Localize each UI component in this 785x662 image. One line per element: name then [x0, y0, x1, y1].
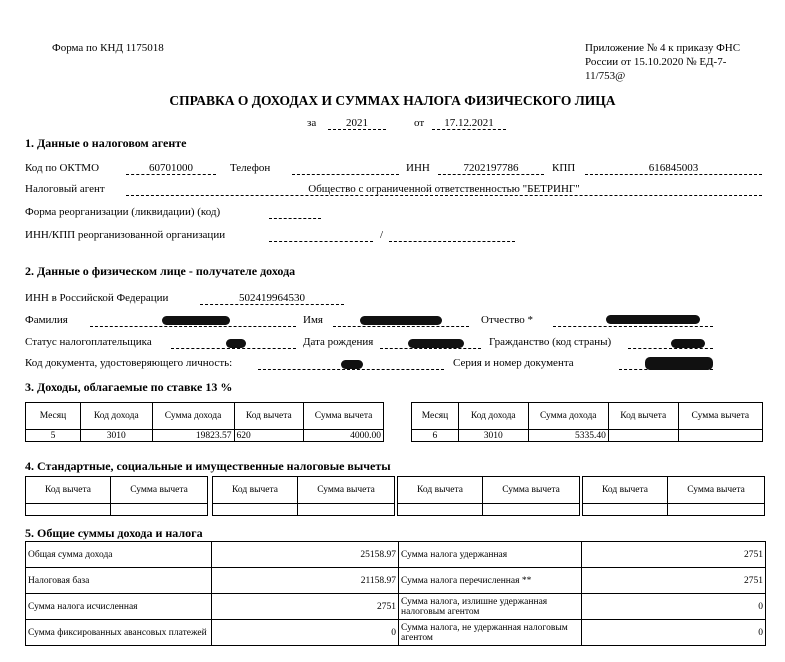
cell-income-sum: 19823.57	[152, 430, 234, 442]
agent-label: Налоговый агент	[25, 183, 105, 195]
totals-table	[25, 541, 766, 646]
tax-not-withheld-value: 0	[582, 620, 766, 646]
cell-month: 6	[412, 430, 459, 442]
table-row	[583, 504, 765, 516]
table-row	[26, 620, 766, 646]
citizenship-label: Гражданство (код страны)	[489, 336, 612, 348]
oktmo-label: Код по ОКТМО	[25, 162, 100, 174]
col-deduction-sum: Сумма вычета	[304, 403, 384, 430]
reorg-inn-value	[269, 229, 373, 242]
table-row	[213, 504, 395, 516]
cell-deduction-code: 620	[234, 430, 304, 442]
tax-calculated-value: 2751	[212, 594, 399, 620]
table-row	[26, 594, 766, 620]
agent-inn-value: 7202197786	[438, 162, 544, 175]
agent-inn-label: ИНН	[406, 162, 430, 174]
form-code: Форма по КНД 1175018	[52, 42, 164, 54]
reorg-slash: /	[380, 229, 384, 241]
status-label: Статус налогоплательщика	[25, 336, 152, 348]
patronymic-redaction	[606, 315, 700, 324]
table-row	[398, 504, 580, 516]
status-redaction	[226, 339, 246, 348]
total-income-label: Общая сумма дохода	[26, 542, 212, 568]
cell-deduction-sum: 4000.00	[304, 430, 384, 442]
table-row	[26, 430, 384, 442]
tax-withheld-label: Сумма налога удержанная	[399, 542, 582, 568]
fixed-advance-value: 0	[212, 620, 399, 646]
section2-title: 2. Данные о физическом лице - получателе дохода	[25, 264, 296, 278]
person-inn-label: ИНН в Российской Федерации	[25, 292, 169, 304]
name-redaction	[360, 316, 442, 325]
phone-value	[292, 162, 399, 175]
cell-income-code: 3010	[80, 430, 152, 442]
tax-withheld-value: 2751	[582, 542, 766, 568]
col-deduction-code: Код вычета	[213, 477, 298, 504]
col-deduction-sum: Сумма вычета	[483, 477, 580, 504]
section4-title: 4. Стандартные, социальные и имущественные налоговые вычеты	[25, 459, 391, 473]
col-deduction-sum: Сумма вычета	[111, 477, 208, 504]
reorg-form-label: Форма реорганизации (ликвидации) (код)	[25, 206, 221, 218]
col-month: Месяц	[412, 403, 459, 430]
cell-income-code: 3010	[458, 430, 528, 442]
table-row	[26, 568, 766, 594]
cell-deduction-sum	[678, 430, 762, 442]
deduction-table-3	[397, 476, 580, 516]
col-deduction-sum: Сумма вычета	[668, 477, 765, 504]
doc-redaction	[341, 360, 363, 369]
col-deduction-code: Код вычета	[608, 403, 678, 430]
tax-transferred-label: Сумма налога перечисленная **	[399, 568, 582, 594]
appendix-line-1: Приложение № 4 к приказу ФНС	[585, 42, 741, 54]
tax-not-withheld-label: Сумма налога, не удержанная налоговым агентом	[399, 620, 582, 646]
col-deduction-sum: Сумма вычета	[298, 477, 395, 504]
phone-label: Телефон	[230, 162, 271, 174]
reorg-inn-label: ИНН/КПП реорганизованной организации	[25, 229, 226, 241]
total-income-value: 25158.97	[212, 542, 399, 568]
period-za-label: за	[307, 117, 317, 129]
col-deduction-code: Код вычета	[583, 477, 668, 504]
income-table-left	[25, 402, 384, 442]
tax-transferred-value: 2751	[582, 568, 766, 594]
deduction-table-2	[212, 476, 395, 516]
doc-label: Код документа, удостоверяющего личность:	[25, 357, 233, 369]
deduction-table-4	[582, 476, 765, 516]
page-title: СПРАВКА О ДОХОДАХ И СУММАХ НАЛОГА ФИЗИЧЕСКОГО ЛИЦА	[169, 93, 616, 108]
col-deduction-code: Код вычета	[26, 477, 111, 504]
series-label: Серия и номер документа	[453, 357, 574, 369]
citizenship-redaction	[671, 339, 705, 348]
col-income-sum: Сумма дохода	[528, 403, 608, 430]
reorg-kpp-value	[389, 229, 515, 242]
birth-label: Дата рождения	[303, 336, 374, 348]
col-income-sum: Сумма дохода	[152, 403, 234, 430]
table-row	[412, 430, 763, 442]
kpp-value: 616845003	[585, 162, 762, 175]
period-year: 2021	[328, 117, 386, 130]
period-date: 17.12.2021	[432, 117, 506, 130]
kpp-label: КПП	[552, 162, 576, 174]
tax-base-value: 21158.97	[212, 568, 399, 594]
section5-title: 5. Общие суммы дохода и налога	[25, 526, 203, 540]
cell-deduction-code	[608, 430, 678, 442]
col-deduction-code: Код вычета	[398, 477, 483, 504]
table-row	[26, 542, 766, 568]
section3-title: 3. Доходы, облагаемые по ставке 13 %	[25, 380, 233, 394]
fixed-advance-label: Сумма фиксированных авансовых платежей	[26, 620, 212, 646]
col-income-code: Код дохода	[458, 403, 528, 430]
surname-label: Фамилия	[25, 314, 68, 326]
surname-redaction	[162, 316, 230, 325]
col-income-code: Код дохода	[80, 403, 152, 430]
period-ot-label: от	[414, 117, 425, 129]
tax-base-label: Налоговая база	[26, 568, 212, 594]
appendix-line-3: 11/753@	[585, 70, 626, 82]
col-month: Месяц	[26, 403, 81, 430]
oktmo-value: 60701000	[126, 162, 216, 175]
name-label: Имя	[303, 314, 323, 326]
series-redaction	[645, 357, 713, 370]
income-table-right	[411, 402, 763, 442]
table-row	[26, 504, 208, 516]
cell-income-sum: 5335.40	[528, 430, 608, 442]
col-deduction-sum: Сумма вычета	[678, 403, 762, 430]
tax-overwithheld-value: 0	[582, 594, 766, 620]
tax-calculated-label: Сумма налога исчисленная	[26, 594, 212, 620]
person-inn-value: 502419964530	[200, 292, 344, 305]
cell-month: 5	[26, 430, 81, 442]
section1-title: 1. Данные о налоговом агенте	[25, 136, 187, 150]
birth-redaction	[408, 339, 464, 348]
deduction-table-1	[25, 476, 208, 516]
reorg-form-value	[269, 206, 321, 219]
col-deduction-code: Код вычета	[234, 403, 304, 430]
patronymic-label: Отчество *	[481, 314, 533, 326]
tax-overwithheld-label: Сумма налога, излишне удержанная налоговым агентом	[399, 594, 582, 620]
agent-value: Общество с ограниченной ответственностью "БЕТРИНГ"	[126, 183, 762, 196]
appendix-line-2: России от 15.10.2020 № ЕД-7-	[585, 56, 727, 68]
